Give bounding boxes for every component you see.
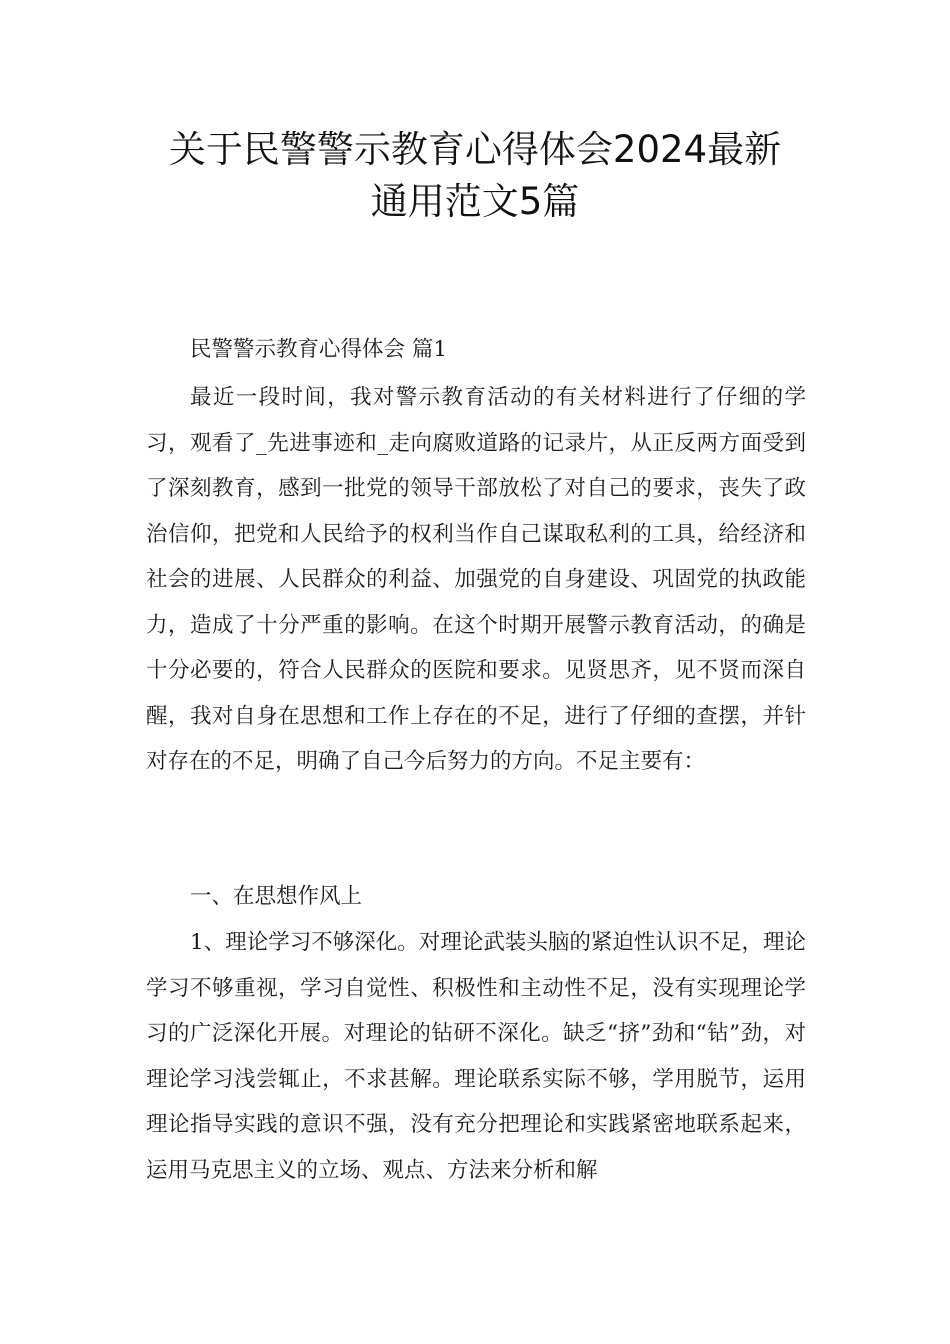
subsection-heading: 一、在思想作风上 [190, 884, 363, 909]
body-paragraph-1: 最近一段时间，我对警示教育活动的有关材料进行了仔细的学习，观看了_先进事迹和_走向腐败道路的记录片，从正反两方面受到了深刻教育，感到一批党的领导干部放松了对自己的要求，丧失了政治信仰，把党和人民给予的权利当作自己谋取私利的工具，给经济和社会的进展、人民群众的利益、加强党的自身建设、巩固党的执政能力，造成了十分严重的影响。在这个时期开展警示教育活动，的确是十分必要的，符合人民群众的医院和要求。见贤思齐，见不贤而深自醒，我对自身在思想和工作上存在的不足，进行了仔细的查摆，并针对存在的不足，明确了自己今后努力的方向。不足主要有： [146, 385, 806, 774]
document-title-line-1: 关于民警警示教育心得体会2024最新 [168, 128, 782, 171]
body-paragraph-2: 1、理论学习不够深化。对理论武装头脑的紧迫性认识不足，理论学习不够重视，学习自觉性、积极性和主动性不足，没有实现理论学习的广泛深化开展。对理论的钻研不深化。缺乏“挤”劲和“钻”劲，对理论学习浅尝辄止，不求甚解。理论联系实际不够，学用脱节，运用理论指导实践的意识不强，没有充分把理论和实践紧密地联系起来，运用马克思主义的立场、观点、方法来分析和解 [146, 930, 806, 1183]
section-heading: 民警警示教育心得体会 篇1 [190, 337, 448, 362]
document-title-line-2: 通用范文5篇 [370, 180, 580, 223]
document-title [100, 124, 850, 228]
